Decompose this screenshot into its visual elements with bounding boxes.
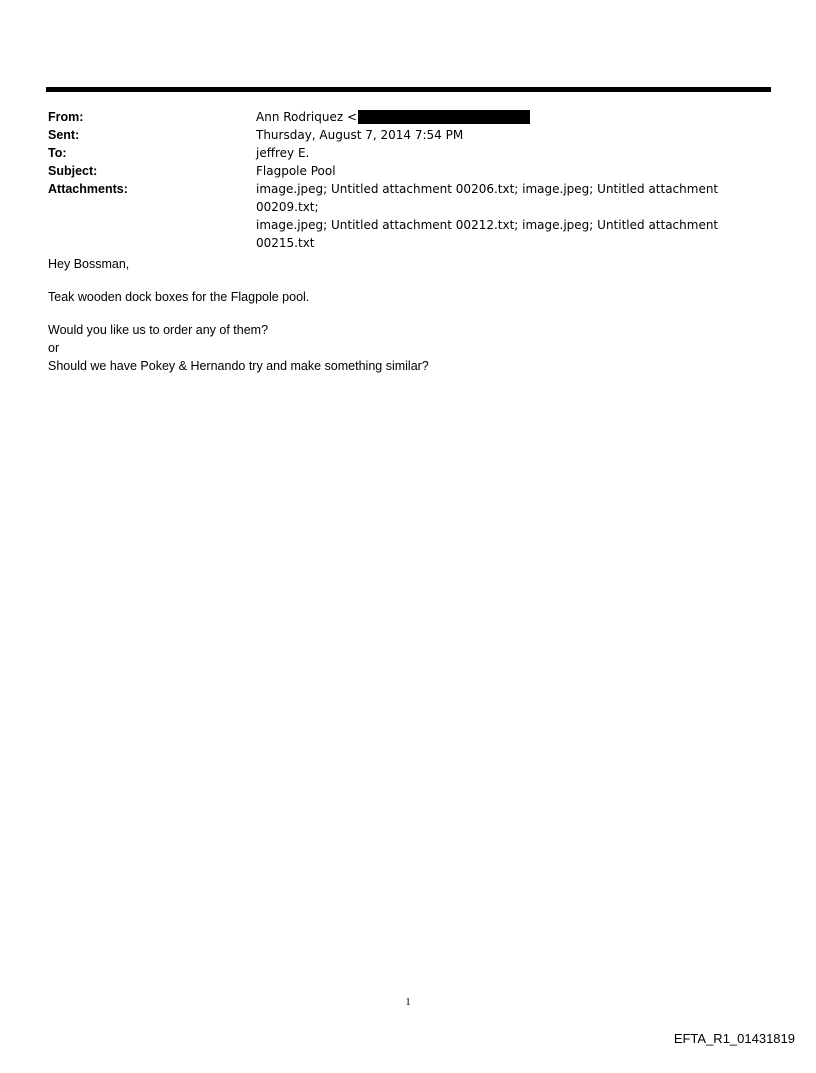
redaction-bar: [358, 110, 530, 124]
body-paragraph: or: [48, 341, 60, 355]
to-value: jeffrey E.: [256, 146, 310, 160]
sent-label: Sent:: [48, 128, 80, 142]
to-row: [48, 144, 773, 162]
from-value: [256, 108, 773, 126]
sender-name: Ann Rodriquez <: [256, 110, 358, 124]
body-paragraph: Should we have Pokey & Hernando try and make something similar?: [48, 359, 429, 373]
header-divider: [46, 87, 771, 92]
attachments-line: image.jpeg; Untitled attachment 00212.txt; image.jpeg; Untitled attachment 00215.txt: [256, 218, 719, 250]
email-body: [48, 255, 768, 375]
subject-label: Subject:: [48, 164, 98, 178]
from-row: [48, 108, 773, 126]
body-paragraph: Would you like us to order any of them?: [48, 323, 269, 337]
greeting: Hey Bossman,: [48, 257, 130, 271]
email-header: [48, 108, 773, 252]
attachments-value: [256, 180, 773, 252]
subject-value: Flagpole Pool: [256, 164, 336, 178]
to-label: To:: [48, 146, 67, 160]
sent-row: [48, 126, 773, 144]
sent-value: Thursday, August 7, 2014 7:54 PM: [256, 128, 464, 142]
page-number: 1: [405, 996, 411, 1008]
from-label: From:: [48, 110, 84, 124]
body-paragraph: Teak wooden dock boxes for the Flagpole pool.: [48, 290, 310, 304]
attachments-row: [48, 180, 773, 252]
attachments-label: Attachments:: [48, 182, 128, 196]
attachments-line: image.jpeg; Untitled attachment 00206.txt; image.jpeg; Untitled attachment 00209.txt;: [256, 182, 719, 214]
document-id: EFTA_R1_01431819: [673, 1031, 795, 1046]
subject-row: [48, 162, 773, 180]
